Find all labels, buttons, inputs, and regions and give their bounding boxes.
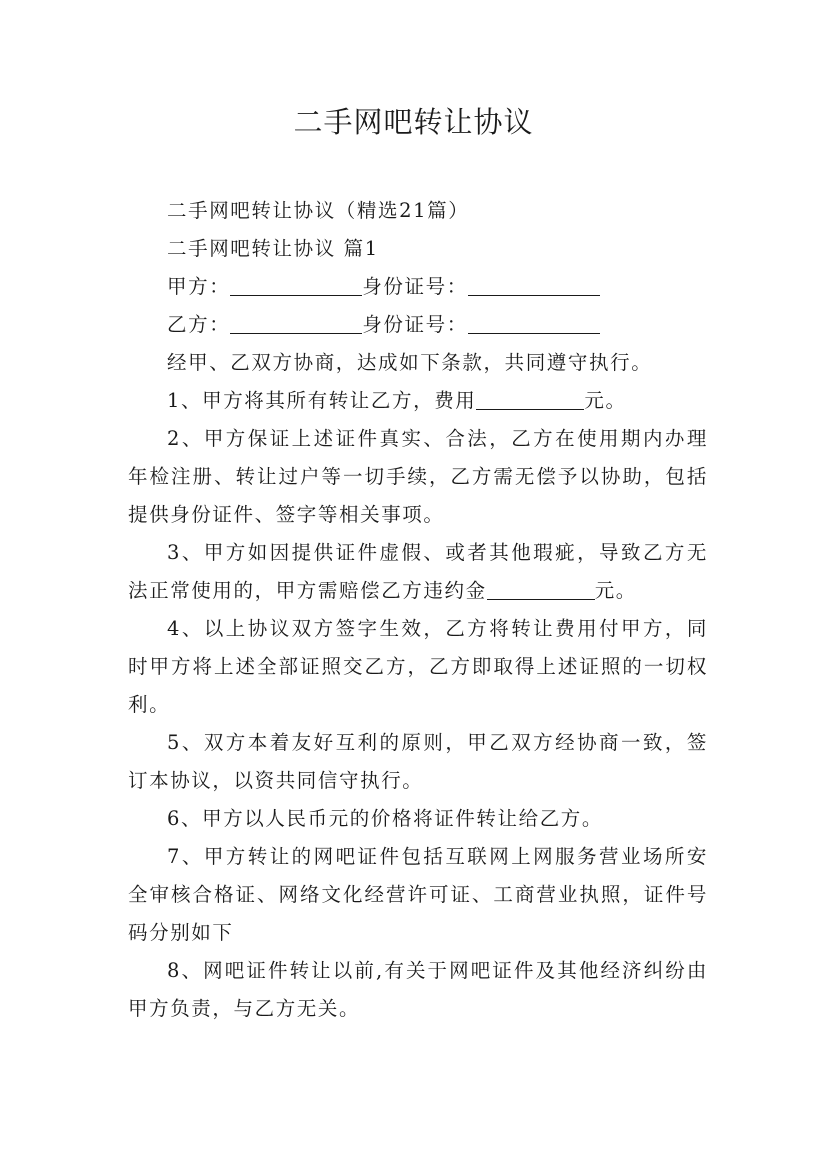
preamble: 经甲、乙双方协商，达成如下条款，共同遵守执行。 [167,351,653,374]
fee-blank [476,389,584,410]
party-a-line [128,268,708,306]
party-a-label: 甲方： [167,275,231,298]
party-b-id-blank [468,313,600,334]
party-b-label: 乙方： [167,313,231,336]
clause-3-unit: 元。 [594,579,637,602]
clause-5: 5、双方本着友好互利的原则，甲乙双方经协商一致，签订本协议，以资共同信守执行。 [128,731,708,792]
party-b-line [128,306,708,344]
party-a-name-blank [230,275,362,296]
clause-4: 4、以上协议双方签字生效，乙方将转让费用付甲方，同时甲方将上述全部证照交乙方，乙方即取得上述证照的一切权利。 [128,617,708,716]
clause-1-unit: 元。 [584,389,627,412]
clause-3-text: 3、甲方如因提供证件虚假、或者其他瑕疵，导致乙方无法正常使用的，甲方需赔偿乙方违约金 [128,541,708,602]
party-b-name-blank [230,313,362,334]
clause-7: 7、甲方转让的网吧证件包括互联网上网服务营业场所安全审核合格证、网络文化经营许可证、工商营业执照，证件号码分别如下 [128,845,708,944]
document-title: 二手网吧转让协议 [293,105,534,139]
clause-6: 6、甲方以人民币元的价格将证件转让给乙方。 [167,807,604,830]
section-heading: 二手网吧转让协议 篇1 [167,237,379,260]
clause-8: 8、网吧证件转让以前,有关于网吧证件及其他经济纠纷由甲方负责，与乙方无关。 [128,959,708,1020]
clause-1-text: 1、甲方将其所有转让乙方，费用 [167,389,477,412]
clause-2: 2、甲方保证上述证件真实、合法，乙方在使用期内办理年检注册、转让过户等一切手续，乙方需无偿予以协助，包括提供身份证件、签字等相关事项。 [128,427,708,526]
party-a-id-label: 身份证号： [362,275,468,298]
party-a-id-blank [468,275,600,296]
penalty-blank [487,579,595,600]
party-b-id-label: 身份证号： [362,313,468,336]
document-body [128,192,708,1028]
intro-line: 二手网吧转让协议（精选21篇） [167,199,470,222]
clause-3 [128,534,708,610]
clause-1 [128,382,708,420]
